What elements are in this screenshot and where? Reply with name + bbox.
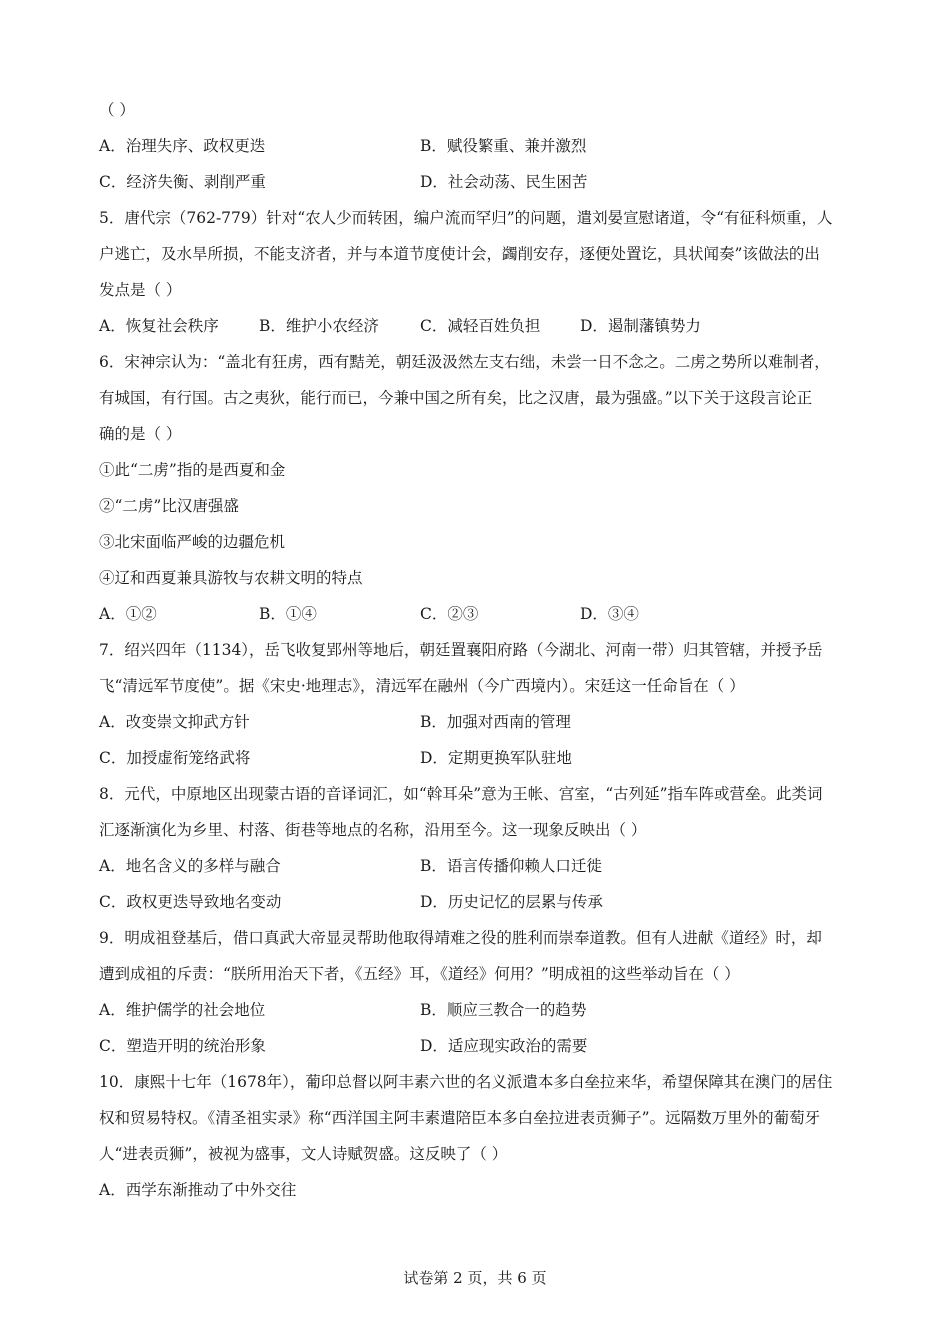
q5-stem-line-3: 发点是（ ）: [99, 281, 182, 299]
q5-stem-line-1: 5．唐代宗（762-779）针对“农人少而转困，编户流而罕归”的问题，遣刘晏宣慰诸道，令“有征科烦重，人: [99, 209, 833, 227]
q9-stem-line-1: 9．明成祖登基后，借口真武大帝显灵帮助他取得靖难之役的胜利而崇奉道教。但有人进献《道经》时，却: [99, 929, 822, 947]
q10-stem-line-1: 10．康熙十七年（1678年），葡印总督以阿丰素六世的名义派遣本多白垒拉来华，希望保障其在澳门的居住: [99, 1073, 833, 1091]
q7-stem-line-2: 飞“清远军节度使”。据《宋史·地理志》，清远军在融州（今广西境内）。宋廷这一任命旨在（ ）: [99, 677, 745, 695]
q8-option-c: C．政权更迭导致地名变动: [99, 893, 282, 911]
q7-option-d: D．定期更换军队驻地: [420, 749, 572, 767]
q7-option-c: C．加授虚衔笼络武将: [99, 749, 251, 767]
page-footer: 试卷第 2 页，共 6 页: [403, 1269, 547, 1287]
q4-option-b: B．赋役繁重、兼并激烈: [420, 137, 587, 155]
q6-item-2: ②“二虏”比汉唐强盛: [99, 497, 239, 515]
q9-stem-line-2: 遭到成祖的斥责：“朕所用治天下者，《五经》耳，《道经》何用？”明成祖的这些举动旨在（ ）: [99, 965, 740, 983]
q8-option-b: B．语言传播仰赖人口迁徙: [420, 857, 602, 875]
q6-option-c: C．②③: [420, 605, 479, 623]
q6-option-d: D．③④: [580, 605, 639, 623]
q6-option-a: A．①②: [99, 605, 157, 623]
q4-bracket: （ ）: [99, 101, 135, 119]
q6-item-1: ①此“二虏”指的是西夏和金: [99, 461, 286, 479]
q8-stem-line-1: 8．元代，中原地区出现蒙古语的音译词汇，如“斡耳朵”意为王帐、宫室，“古列延”指车阵或营垒。此类词: [99, 785, 823, 803]
q9-option-d: D．适应现实政治的需要: [420, 1037, 588, 1055]
q6-stem-line-1: 6．宋神宗认为：“盖北有狂虏，西有黠羌，朝廷汲汲然左支右绌，未尝一日不念之。二虏之势所以难制者，: [99, 353, 830, 371]
q10-stem-line-2: 权和贸易特权。《清圣祖实录》称“西洋国主阿丰素遣陪臣本多白垒拉进表贡狮子”。远隔数万里外的葡萄牙: [99, 1109, 821, 1127]
q5-option-c: C．减轻百姓负担: [420, 317, 541, 335]
q4-option-c: C．经济失衡、剥削严重: [99, 173, 266, 191]
q6-option-b: B．①④: [259, 605, 317, 623]
q6-item-3: ③北宋面临严峻的边疆危机: [99, 533, 286, 551]
q5-stem-line-2: 户逃亡，及水旱所损，不能支济者，并与本道节度使计会，蠲削安存，逐便处置讫，具状闻奏”该做法的出: [99, 245, 820, 263]
q8-option-d: D．历史记忆的层累与传承: [420, 893, 603, 911]
q6-item-4: ④辽和西夏兼具游牧与农耕文明的特点: [99, 569, 363, 587]
q7-option-b: B．加强对西南的管理: [420, 713, 571, 731]
q6-stem-line-3: 确的是（ ）: [99, 425, 182, 443]
q6-stem-line-2: 有城国，有行国。古之夷狄，能行而已，今兼中国之所有矣，比之汉唐，最为强盛。”以下关于这段言论正: [99, 389, 813, 407]
q7-option-a: A．改变崇文抑武方针: [99, 713, 250, 731]
q5-option-b: B．维护小农经济: [259, 317, 379, 335]
q10-stem-line-3: 人“进表贡狮”，被视为盛事，文人诗赋贺盛。这反映了（ ）: [99, 1145, 508, 1163]
q9-option-c: C．塑造开明的统治形象: [99, 1037, 266, 1055]
q10-option-a: A．西学东渐推动了中外交往: [99, 1181, 297, 1199]
q9-option-a: A．维护儒学的社会地位: [99, 1001, 266, 1019]
q4-option-d: D．社会动荡、民生困苦: [420, 173, 588, 191]
q8-option-a: A．地名含义的多样与融合: [99, 857, 281, 875]
q8-stem-line-2: 汇逐渐演化为乡里、村落、街巷等地点的名称，沿用至今。这一现象反映出（ ）: [99, 821, 647, 839]
q7-stem-line-1: 7．绍兴四年（1134），岳飞收复郢州等地后，朝廷置襄阳府路（今湖北、河南一带）归其管辖，并授予岳: [99, 641, 823, 659]
q4-option-a: A．治理失序、政权更迭: [99, 137, 266, 155]
q9-option-b: B．顺应三教合一的趋势: [420, 1001, 587, 1019]
q5-option-a: A．恢复社会秩序: [99, 317, 219, 335]
q5-option-d: D．遏制藩镇势力: [580, 317, 701, 335]
